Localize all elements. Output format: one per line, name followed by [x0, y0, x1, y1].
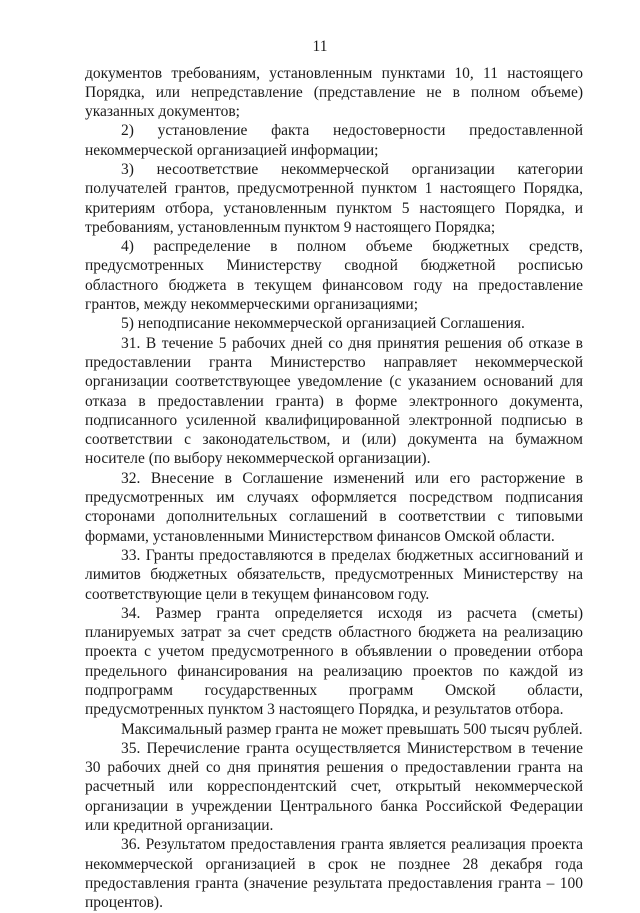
- paragraph-clause-35: 35. Перечисление гранта осуществляется Министерством в течение 30 рабочих дней со дня принятия решения о предоставлении гранта на расчетный или корреспондентский счет, открытый некоммерческой организации в учреждении Центрального банка Российской Федерации или кредитной организации.: [85, 739, 583, 835]
- paragraph-item-2: 2) установление факта недостоверности предоставленной некоммерческой организацией информации;: [85, 122, 583, 159]
- paragraph-clause-33: 33. Гранты предоставляются в пределах бюджетных ассигнований и лимитов бюджетных обязательств, предусмотренных Министерству на соответствующие цели в текущем финансовом году.: [85, 546, 583, 603]
- paragraph-item-4: 4) распределение в полном объеме бюджетных средств, предусмотренных Министерству сводной бюджетной росписью областного бюджета в текущем финансовом году на предоставление грантов, между некоммерческими организациями;: [85, 238, 583, 314]
- paragraph-item-5: 5) неподписание некоммерческой организацией Соглашения.: [121, 315, 525, 333]
- paragraph-clause-36: 36. Результатом предоставления гранта является реализация проекта некоммерческой организацией в срок не позднее 28 декабря года предоставления гранта (значение результата предоставления гранта – 100 процентов).: [85, 836, 583, 912]
- paragraph-clause-32: 32. Внесение в Соглашение изменений или его расторжение в предусмотренных им случаях оформляется посредством подписания сторонами дополнительных соглашений в соответствии с типовыми формами, установленными Министерством финансов Омской области.: [85, 469, 583, 545]
- document-body: [85, 64, 583, 913]
- paragraph-item-3: 3) несоответствие некоммерческой организации категории получателей грантов, предусмотренной пунктом 1 настоящего Порядка, критериям отбора, установленным пунктом 5 настоящего Порядка, и требованиям, установленным пунктом 9 настоящего Порядка;: [85, 160, 583, 236]
- paragraph-max-grant: Максимальный размер гранта не может превышать 500 тысяч рублей.: [121, 720, 583, 738]
- page-number: 11: [312, 38, 328, 55]
- paragraph-clause-31: 31. В течение 5 рабочих дней со дня принятия решения об отказе в предоставлении гранта Министерство направляет некоммерческой организации соответствующее уведомление (с указанием оснований для отказа в предоставлении гранта) в форме электронного документа, подписанного усиленной квалифицированной электронной подписью в соответствии с законодательством, и (или) документа на бумажном носителе (по выбору некоммерческой организации).: [85, 334, 583, 468]
- paragraph-clause-34: 34. Размер гранта определяется исходя из расчета (сметы) планируемых затрат за счет средств областного бюджета на реализацию проекта с учетом предусмотренного в объявлении о проведении отбора предельного финансирования на реализацию проектов по каждой из подпрограмм государственных программ Омской области, предусмотренных пунктом 3 настоящего Порядка, и результатов отбора.: [85, 604, 583, 719]
- paragraph-continuation: документов требованиям, установленным пунктами 10, 11 настоящего Порядка, или непредставление (представление не в полном объеме) указанных документов;: [85, 64, 583, 121]
